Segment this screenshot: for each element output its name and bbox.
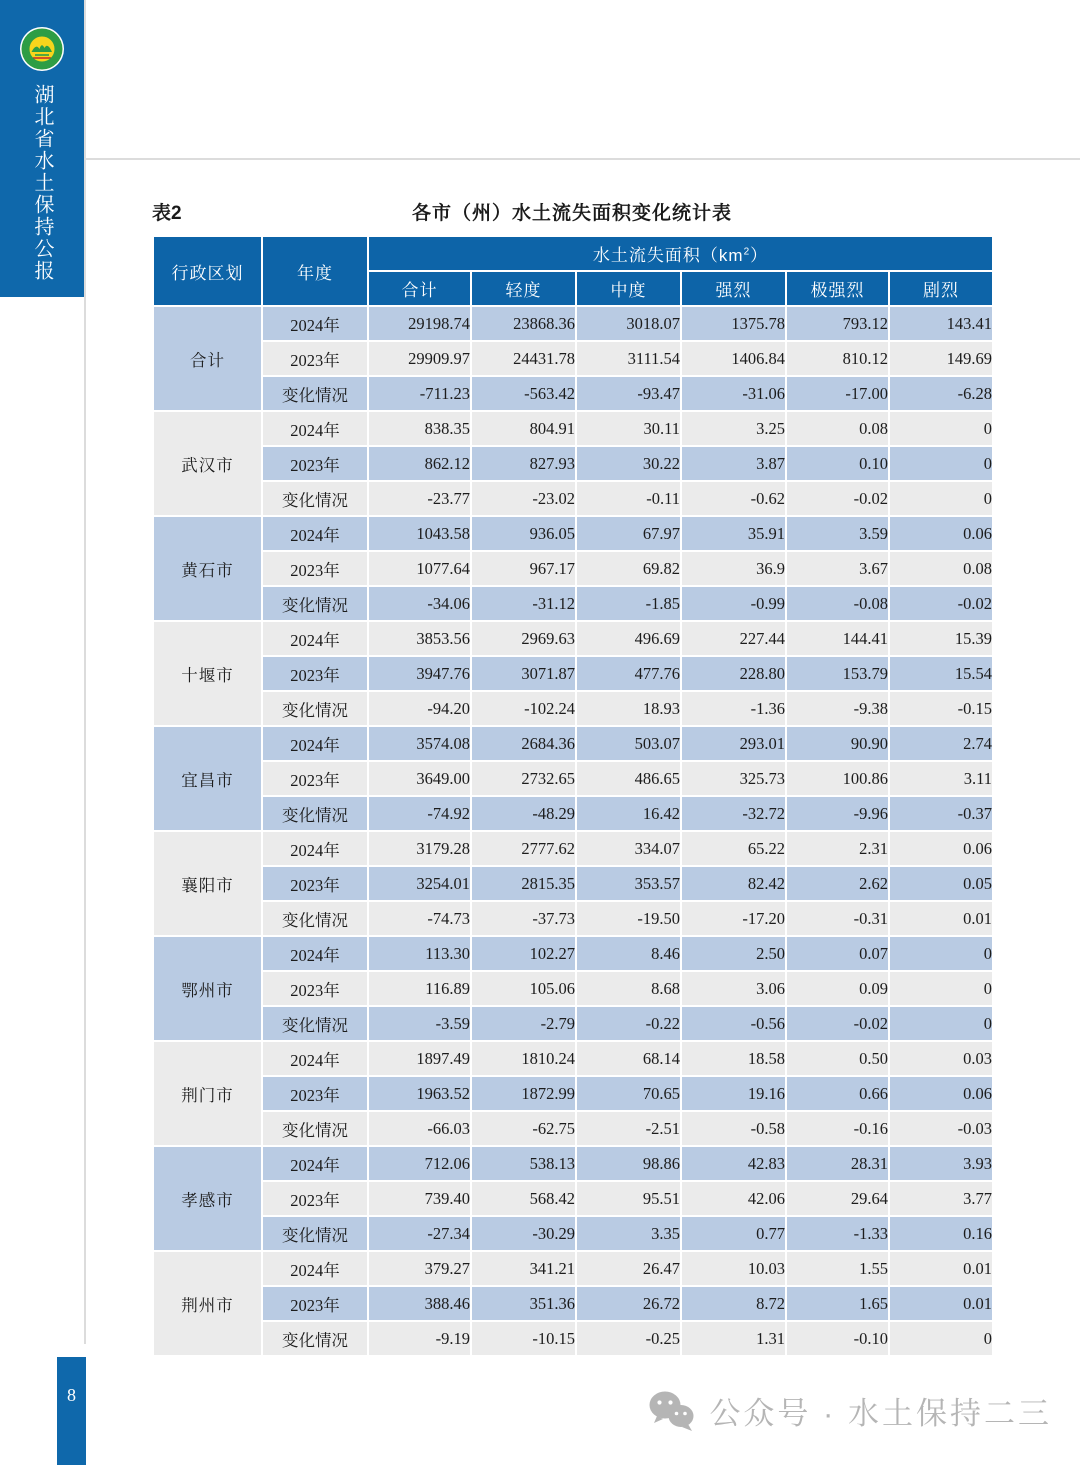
region-cell: 鄂州市: [153, 936, 262, 1041]
value-cell: 353.57: [576, 866, 681, 901]
header-moderate: 中度: [576, 271, 681, 306]
value-cell: -0.99: [681, 586, 786, 621]
value-cell: 65.22: [681, 831, 786, 866]
value-cell: 228.80: [681, 656, 786, 691]
value-cell: -74.73: [368, 901, 471, 936]
table-row: [153, 691, 993, 726]
table-row: [153, 446, 993, 481]
value-cell: 102.27: [471, 936, 576, 971]
value-cell: 67.97: [576, 516, 681, 551]
value-cell: 0: [889, 971, 993, 1006]
value-cell: 82.42: [681, 866, 786, 901]
table-row: [153, 1216, 993, 1251]
value-cell: -0.10: [786, 1321, 889, 1356]
row-label-cell: 2023年: [262, 1076, 368, 1111]
value-cell: 29.64: [786, 1181, 889, 1216]
table-row: [153, 726, 993, 761]
row-label-cell: 2023年: [262, 551, 368, 586]
value-cell: 19.16: [681, 1076, 786, 1111]
row-label-cell: 2023年: [262, 446, 368, 481]
table-row: [153, 1041, 993, 1076]
table-row: [153, 621, 993, 656]
value-cell: -10.15: [471, 1321, 576, 1356]
value-cell: 16.42: [576, 796, 681, 831]
table-row: [153, 971, 993, 1006]
table-row: [153, 1076, 993, 1111]
soil-water-conservation-emblem-icon: [19, 26, 65, 72]
row-label-cell: 2023年: [262, 971, 368, 1006]
header-year: 年度: [262, 236, 368, 306]
value-cell: 2815.35: [471, 866, 576, 901]
value-cell: 18.58: [681, 1041, 786, 1076]
value-cell: 862.12: [368, 446, 471, 481]
header-severe: 剧烈: [889, 271, 993, 306]
value-cell: 98.86: [576, 1146, 681, 1181]
table-row: [153, 796, 993, 831]
value-cell: 29198.74: [368, 306, 471, 341]
table-title: 各市（州）水土流失面积变化统计表: [411, 203, 732, 224]
value-cell: -30.29: [471, 1216, 576, 1251]
value-cell: 23868.36: [471, 306, 576, 341]
value-cell: 351.36: [471, 1286, 576, 1321]
value-cell: 3111.54: [576, 341, 681, 376]
value-cell: 0.77: [681, 1216, 786, 1251]
region-cell: 孝感市: [153, 1146, 262, 1251]
table-label: 表2: [152, 203, 182, 224]
row-label-cell: 2024年: [262, 411, 368, 446]
row-label-cell: 变化情况: [262, 901, 368, 936]
value-cell: 0.06: [889, 1076, 993, 1111]
value-cell: 0.08: [889, 551, 993, 586]
value-cell: -0.08: [786, 586, 889, 621]
region-cell: 合计: [153, 306, 262, 411]
value-cell: 486.65: [576, 761, 681, 796]
table-row: [153, 936, 993, 971]
header-area-prefix: 水土流失面积（km: [592, 246, 744, 265]
table-row: [153, 831, 993, 866]
table-row: [153, 1111, 993, 1146]
value-cell: -2.79: [471, 1006, 576, 1041]
sidebar: [0, 0, 84, 297]
value-cell: 90.90: [786, 726, 889, 761]
header-region: 行政区划: [153, 236, 262, 306]
watermark-text: 公众号 · 水土保持二三: [709, 1396, 1052, 1431]
row-label-cell: 2023年: [262, 341, 368, 376]
value-cell: -74.92: [368, 796, 471, 831]
value-cell: -0.37: [889, 796, 993, 831]
value-cell: 3853.56: [368, 621, 471, 656]
value-cell: 0.10: [786, 446, 889, 481]
value-cell: -32.72: [681, 796, 786, 831]
value-cell: -31.06: [681, 376, 786, 411]
row-label-cell: 变化情况: [262, 481, 368, 516]
table-row: [153, 341, 993, 376]
value-cell: 793.12: [786, 306, 889, 341]
value-cell: -34.06: [368, 586, 471, 621]
value-cell: 1375.78: [681, 306, 786, 341]
value-cell: 144.41: [786, 621, 889, 656]
value-cell: -2.51: [576, 1111, 681, 1146]
value-cell: 0.07: [786, 936, 889, 971]
page-number-block: [57, 1357, 86, 1465]
value-cell: -93.47: [576, 376, 681, 411]
value-cell: 24431.78: [471, 341, 576, 376]
value-cell: 100.86: [786, 761, 889, 796]
value-cell: 3.67: [786, 551, 889, 586]
value-cell: -0.58: [681, 1111, 786, 1146]
erosion-statistics-table: [152, 235, 994, 1357]
value-cell: 26.72: [576, 1286, 681, 1321]
region-cell: 武汉市: [153, 411, 262, 516]
value-cell: 1406.84: [681, 341, 786, 376]
value-cell: 538.13: [471, 1146, 576, 1181]
table-row: [153, 1251, 993, 1286]
row-label-cell: 变化情况: [262, 1111, 368, 1146]
value-cell: 0.50: [786, 1041, 889, 1076]
value-cell: -563.42: [471, 376, 576, 411]
value-cell: 30.11: [576, 411, 681, 446]
value-cell: 496.69: [576, 621, 681, 656]
value-cell: 1.31: [681, 1321, 786, 1356]
value-cell: 3.87: [681, 446, 786, 481]
value-cell: 936.05: [471, 516, 576, 551]
value-cell: -1.33: [786, 1216, 889, 1251]
value-cell: -0.25: [576, 1321, 681, 1356]
page-number: 8: [67, 1385, 76, 1405]
region-cell: 十堰市: [153, 621, 262, 726]
row-label-cell: 2023年: [262, 656, 368, 691]
value-cell: 1810.24: [471, 1041, 576, 1076]
row-label-cell: 变化情况: [262, 796, 368, 831]
value-cell: 3.93: [889, 1146, 993, 1181]
value-cell: 0: [889, 1321, 993, 1356]
value-cell: 0.01: [889, 901, 993, 936]
value-cell: 1043.58: [368, 516, 471, 551]
row-label-cell: 变化情况: [262, 376, 368, 411]
value-cell: 113.30: [368, 936, 471, 971]
value-cell: 1.55: [786, 1251, 889, 1286]
value-cell: 804.91: [471, 411, 576, 446]
row-label-cell: 变化情况: [262, 1216, 368, 1251]
header-mild: 轻度: [471, 271, 576, 306]
value-cell: -3.59: [368, 1006, 471, 1041]
value-cell: 2969.63: [471, 621, 576, 656]
value-cell: 0: [889, 411, 993, 446]
value-cell: 0.06: [889, 831, 993, 866]
value-cell: 503.07: [576, 726, 681, 761]
value-cell: 3.59: [786, 516, 889, 551]
header-area-suffix: ）: [750, 246, 769, 265]
table-row: [153, 376, 993, 411]
value-cell: -0.31: [786, 901, 889, 936]
value-cell: -1.85: [576, 586, 681, 621]
value-cell: 3018.07: [576, 306, 681, 341]
value-cell: 69.82: [576, 551, 681, 586]
value-cell: 116.89: [368, 971, 471, 1006]
value-cell: -17.20: [681, 901, 786, 936]
region-cell: 荆州市: [153, 1251, 262, 1356]
value-cell: 42.06: [681, 1181, 786, 1216]
value-cell: 293.01: [681, 726, 786, 761]
value-cell: 8.46: [576, 936, 681, 971]
value-cell: 30.22: [576, 446, 681, 481]
value-cell: -0.02: [786, 481, 889, 516]
header-row-1: [153, 236, 993, 271]
table-row: [153, 306, 993, 341]
value-cell: 2684.36: [471, 726, 576, 761]
value-cell: -1.36: [681, 691, 786, 726]
value-cell: 3.77: [889, 1181, 993, 1216]
value-cell: 739.40: [368, 1181, 471, 1216]
value-cell: 70.65: [576, 1076, 681, 1111]
value-cell: 28.31: [786, 1146, 889, 1181]
region-cell: 襄阳市: [153, 831, 262, 936]
value-cell: 42.83: [681, 1146, 786, 1181]
value-cell: -0.02: [889, 586, 993, 621]
value-cell: -0.02: [786, 1006, 889, 1041]
table-row: [153, 411, 993, 446]
value-cell: 568.42: [471, 1181, 576, 1216]
value-cell: 3.06: [681, 971, 786, 1006]
watermark: [648, 1388, 1052, 1433]
value-cell: 1897.49: [368, 1041, 471, 1076]
row-label-cell: 2024年: [262, 936, 368, 971]
value-cell: 3254.01: [368, 866, 471, 901]
value-cell: 0.09: [786, 971, 889, 1006]
value-cell: 838.35: [368, 411, 471, 446]
value-cell: 2732.65: [471, 761, 576, 796]
value-cell: 827.93: [471, 446, 576, 481]
table-row: [153, 551, 993, 586]
value-cell: -66.03: [368, 1111, 471, 1146]
value-cell: 0.16: [889, 1216, 993, 1251]
value-cell: -19.50: [576, 901, 681, 936]
value-cell: 149.69: [889, 341, 993, 376]
value-cell: 1872.99: [471, 1076, 576, 1111]
value-cell: -0.22: [576, 1006, 681, 1041]
row-label-cell: 2024年: [262, 726, 368, 761]
row-label-cell: 2023年: [262, 866, 368, 901]
value-cell: 153.79: [786, 656, 889, 691]
value-cell: 2.31: [786, 831, 889, 866]
value-cell: -9.38: [786, 691, 889, 726]
value-cell: 26.47: [576, 1251, 681, 1286]
row-label-cell: 2023年: [262, 1286, 368, 1321]
value-cell: -17.00: [786, 376, 889, 411]
value-cell: 3947.76: [368, 656, 471, 691]
value-cell: 36.9: [681, 551, 786, 586]
value-cell: 0.05: [889, 866, 993, 901]
row-label-cell: 变化情况: [262, 1006, 368, 1041]
value-cell: 8.68: [576, 971, 681, 1006]
value-cell: 227.44: [681, 621, 786, 656]
horizontal-divider: [84, 158, 1080, 160]
row-label-cell: 2023年: [262, 761, 368, 796]
value-cell: 0.01: [889, 1286, 993, 1321]
value-cell: 967.17: [471, 551, 576, 586]
value-cell: -23.77: [368, 481, 471, 516]
value-cell: 68.14: [576, 1041, 681, 1076]
row-label-cell: 2023年: [262, 1181, 368, 1216]
value-cell: 341.21: [471, 1251, 576, 1286]
value-cell: 0: [889, 936, 993, 971]
table-row: [153, 516, 993, 551]
value-cell: -27.34: [368, 1216, 471, 1251]
header-intense: 强烈: [681, 271, 786, 306]
value-cell: 0.01: [889, 1251, 993, 1286]
value-cell: 1963.52: [368, 1076, 471, 1111]
table-row: [153, 761, 993, 796]
value-cell: -0.16: [786, 1111, 889, 1146]
value-cell: 2.50: [681, 936, 786, 971]
value-cell: -48.29: [471, 796, 576, 831]
value-cell: 105.06: [471, 971, 576, 1006]
header-total: 合计: [368, 271, 471, 306]
value-cell: -102.24: [471, 691, 576, 726]
value-cell: 2.62: [786, 866, 889, 901]
value-cell: -23.02: [471, 481, 576, 516]
value-cell: 0.03: [889, 1041, 993, 1076]
value-cell: 3.11: [889, 761, 993, 796]
value-cell: 3179.28: [368, 831, 471, 866]
value-cell: 388.46: [368, 1286, 471, 1321]
value-cell: 0.66: [786, 1076, 889, 1111]
table-body: [153, 306, 993, 1356]
value-cell: -9.19: [368, 1321, 471, 1356]
value-cell: 325.73: [681, 761, 786, 796]
value-cell: -0.62: [681, 481, 786, 516]
value-cell: 712.06: [368, 1146, 471, 1181]
table-row: [153, 1286, 993, 1321]
value-cell: 18.93: [576, 691, 681, 726]
region-cell: 黄石市: [153, 516, 262, 621]
value-cell: 0: [889, 446, 993, 481]
row-label-cell: 2024年: [262, 516, 368, 551]
region-cell: 宜昌市: [153, 726, 262, 831]
value-cell: -0.56: [681, 1006, 786, 1041]
value-cell: 3071.87: [471, 656, 576, 691]
row-label-cell: 变化情况: [262, 586, 368, 621]
table-caption-row: [152, 198, 992, 230]
value-cell: 3.35: [576, 1216, 681, 1251]
value-cell: -94.20: [368, 691, 471, 726]
value-cell: 2777.62: [471, 831, 576, 866]
header-area-sup: 2: [743, 246, 751, 258]
value-cell: 810.12: [786, 341, 889, 376]
table-row: [153, 1181, 993, 1216]
table-row: [153, 656, 993, 691]
value-cell: 29909.97: [368, 341, 471, 376]
value-cell: 379.27: [368, 1251, 471, 1286]
value-cell: 0: [889, 481, 993, 516]
value-cell: 0: [889, 1006, 993, 1041]
table-row: [153, 866, 993, 901]
bulletin-title: 湖北省水土保持公报: [31, 84, 53, 282]
row-label-cell: 2024年: [262, 831, 368, 866]
row-label-cell: 变化情况: [262, 1321, 368, 1356]
table-row: [153, 1146, 993, 1181]
wechat-icon: [648, 1390, 695, 1432]
value-cell: 143.41: [889, 306, 993, 341]
value-cell: 35.91: [681, 516, 786, 551]
table-row: [153, 586, 993, 621]
table-row: [153, 481, 993, 516]
value-cell: 3649.00: [368, 761, 471, 796]
value-cell: 2.74: [889, 726, 993, 761]
value-cell: -9.96: [786, 796, 889, 831]
value-cell: 15.54: [889, 656, 993, 691]
value-cell: 477.76: [576, 656, 681, 691]
value-cell: -0.03: [889, 1111, 993, 1146]
value-cell: -31.12: [471, 586, 576, 621]
row-label-cell: 2024年: [262, 1041, 368, 1076]
value-cell: -0.11: [576, 481, 681, 516]
value-cell: 95.51: [576, 1181, 681, 1216]
value-cell: 334.07: [576, 831, 681, 866]
value-cell: -6.28: [889, 376, 993, 411]
table-row: [153, 1006, 993, 1041]
row-label-cell: 2024年: [262, 1146, 368, 1181]
row-label-cell: 2024年: [262, 621, 368, 656]
header-very-intense: 极强烈: [786, 271, 889, 306]
value-cell: -711.23: [368, 376, 471, 411]
row-label-cell: 变化情况: [262, 691, 368, 726]
header-area-group: [368, 236, 993, 271]
row-label-cell: 2024年: [262, 1251, 368, 1286]
row-label-cell: 2024年: [262, 306, 368, 341]
vertical-divider: [84, 0, 86, 1344]
value-cell: -0.15: [889, 691, 993, 726]
value-cell: -62.75: [471, 1111, 576, 1146]
table-row: [153, 1321, 993, 1356]
value-cell: 1.65: [786, 1286, 889, 1321]
value-cell: 15.39: [889, 621, 993, 656]
table-row: [153, 901, 993, 936]
value-cell: 3.25: [681, 411, 786, 446]
value-cell: -37.73: [471, 901, 576, 936]
value-cell: 8.72: [681, 1286, 786, 1321]
region-cell: 荆门市: [153, 1041, 262, 1146]
value-cell: 3574.08: [368, 726, 471, 761]
value-cell: 0.06: [889, 516, 993, 551]
value-cell: 0.08: [786, 411, 889, 446]
value-cell: 1077.64: [368, 551, 471, 586]
value-cell: 10.03: [681, 1251, 786, 1286]
